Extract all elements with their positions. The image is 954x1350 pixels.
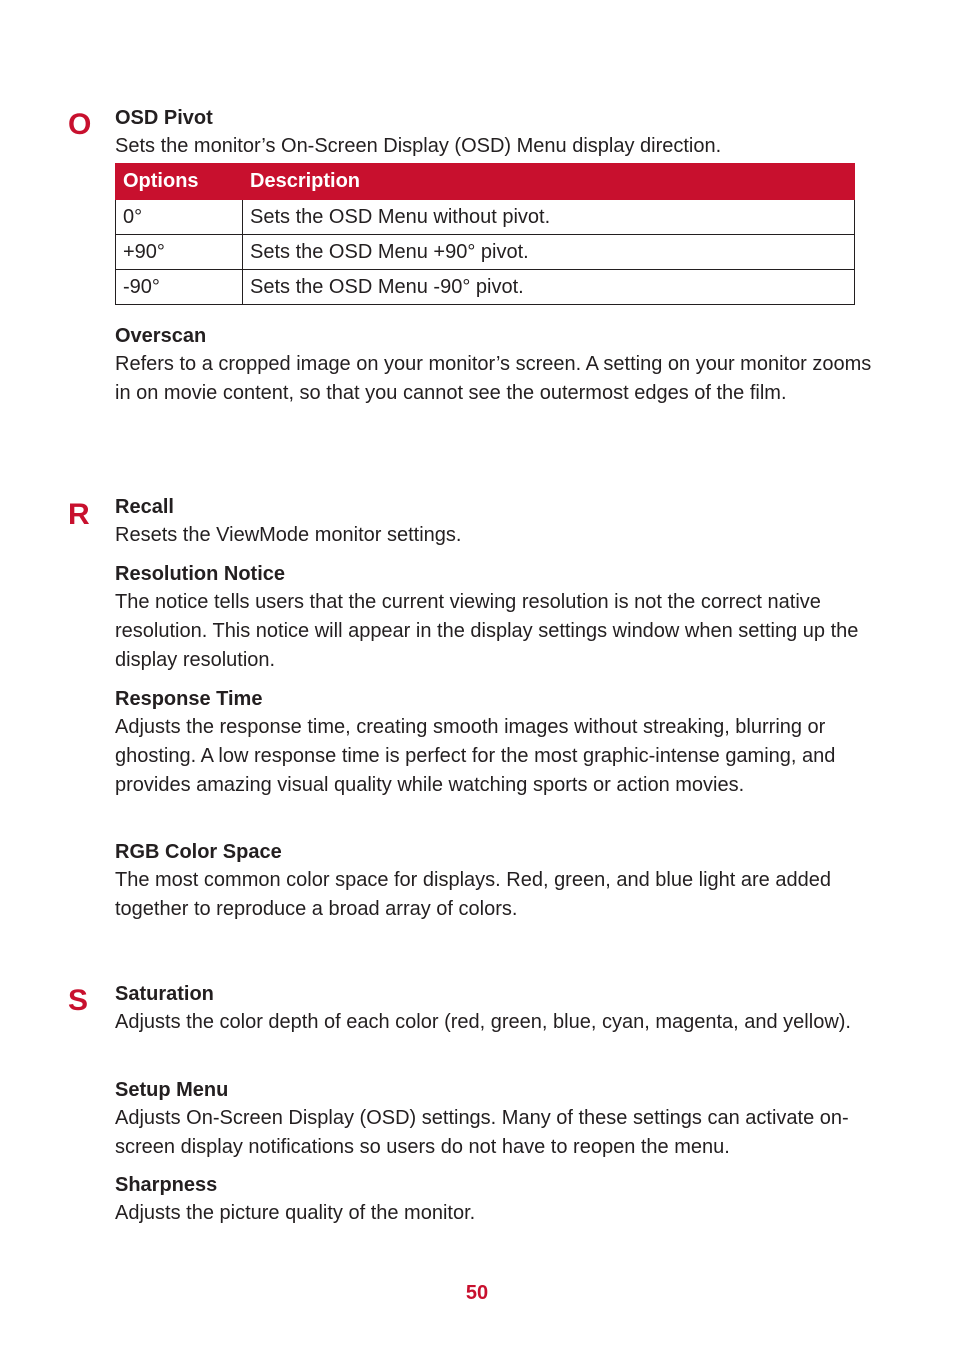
table-cell-option: 0°: [116, 200, 243, 235]
entry-description: The notice tells users that the current viewing resolution is not the correct native resolution. This notice will appear in the display settings window when setting up the display resolution.: [115, 591, 859, 671]
glossary-entry-setup-menu: [115, 1076, 885, 1162]
glossary-entry-osd-pivot: [115, 104, 895, 161]
entry-description: Refers to a cropped image on your monitor’s screen. A setting on your monitor zooms in on movie content, so that you cannot see the outermost edges of the film.: [115, 353, 872, 404]
entry-term: Response Time: [115, 688, 263, 710]
entry-description: The most common color space for displays. Red, green, and blue light are added together to reproduce a broad array of colors.: [115, 869, 831, 920]
entry-term: Recall: [115, 496, 174, 518]
section-letter-r: R: [68, 498, 90, 531]
glossary-entry-saturation: [115, 980, 855, 1037]
glossary-entry-sharpness: [115, 1171, 895, 1228]
table-header-options: Options: [116, 164, 243, 200]
glossary-entry-resolution-notice: [115, 560, 880, 675]
entry-term: RGB Color Space: [115, 841, 282, 863]
glossary-entry-recall: [115, 493, 895, 550]
table-cell-description: Sets the OSD Menu without pivot.: [243, 200, 855, 235]
entry-description: Sets the monitor’s On-Screen Display (OSD) Menu display direction.: [115, 135, 722, 157]
glossary-entry-rgb-color-space: [115, 838, 845, 924]
table-cell-description: Sets the OSD Menu +90° pivot.: [243, 235, 855, 270]
entry-term: OSD Pivot: [115, 107, 213, 129]
entry-description: Adjusts the response time, creating smooth images without streaking, blurring or ghosting. A low response time is perfect for the most graphic-intense gaming, and provides amazing visual quality while watching sports or action movies.: [115, 716, 836, 796]
table-header-row: [116, 164, 855, 200]
table-row: [116, 200, 855, 235]
table-cell-option: -90°: [116, 270, 243, 305]
table-row: [116, 235, 855, 270]
table-cell-option: +90°: [116, 235, 243, 270]
table-cell-description: Sets the OSD Menu -90° pivot.: [243, 270, 855, 305]
section-letter-s: S: [68, 984, 89, 1017]
section-letter-o: O: [68, 108, 92, 141]
osd-pivot-options-table: [115, 163, 855, 305]
entry-term: Resolution Notice: [115, 563, 286, 585]
entry-term: Sharpness: [115, 1174, 218, 1196]
entry-term: Setup Menu: [115, 1079, 229, 1101]
glossary-entry-overscan: [115, 322, 885, 408]
entry-term: Saturation: [115, 983, 214, 1005]
table-row: [116, 270, 855, 305]
entry-description: Adjusts the color depth of each color (red, green, blue, cyan, magenta, and yellow).: [115, 1011, 851, 1033]
entry-term: Overscan: [115, 325, 207, 347]
glossary-entry-response-time: [115, 685, 885, 800]
entry-description: Adjusts On-Screen Display (OSD) settings. Many of these settings can activate on-screen display notifications so users do not have to reopen the menu.: [115, 1107, 849, 1158]
page-number: 50: [465, 1282, 489, 1304]
table-header-description: Description: [243, 164, 855, 200]
entry-description: Resets the ViewMode monitor settings.: [115, 524, 462, 546]
entry-description: Adjusts the picture quality of the monitor.: [115, 1202, 476, 1224]
